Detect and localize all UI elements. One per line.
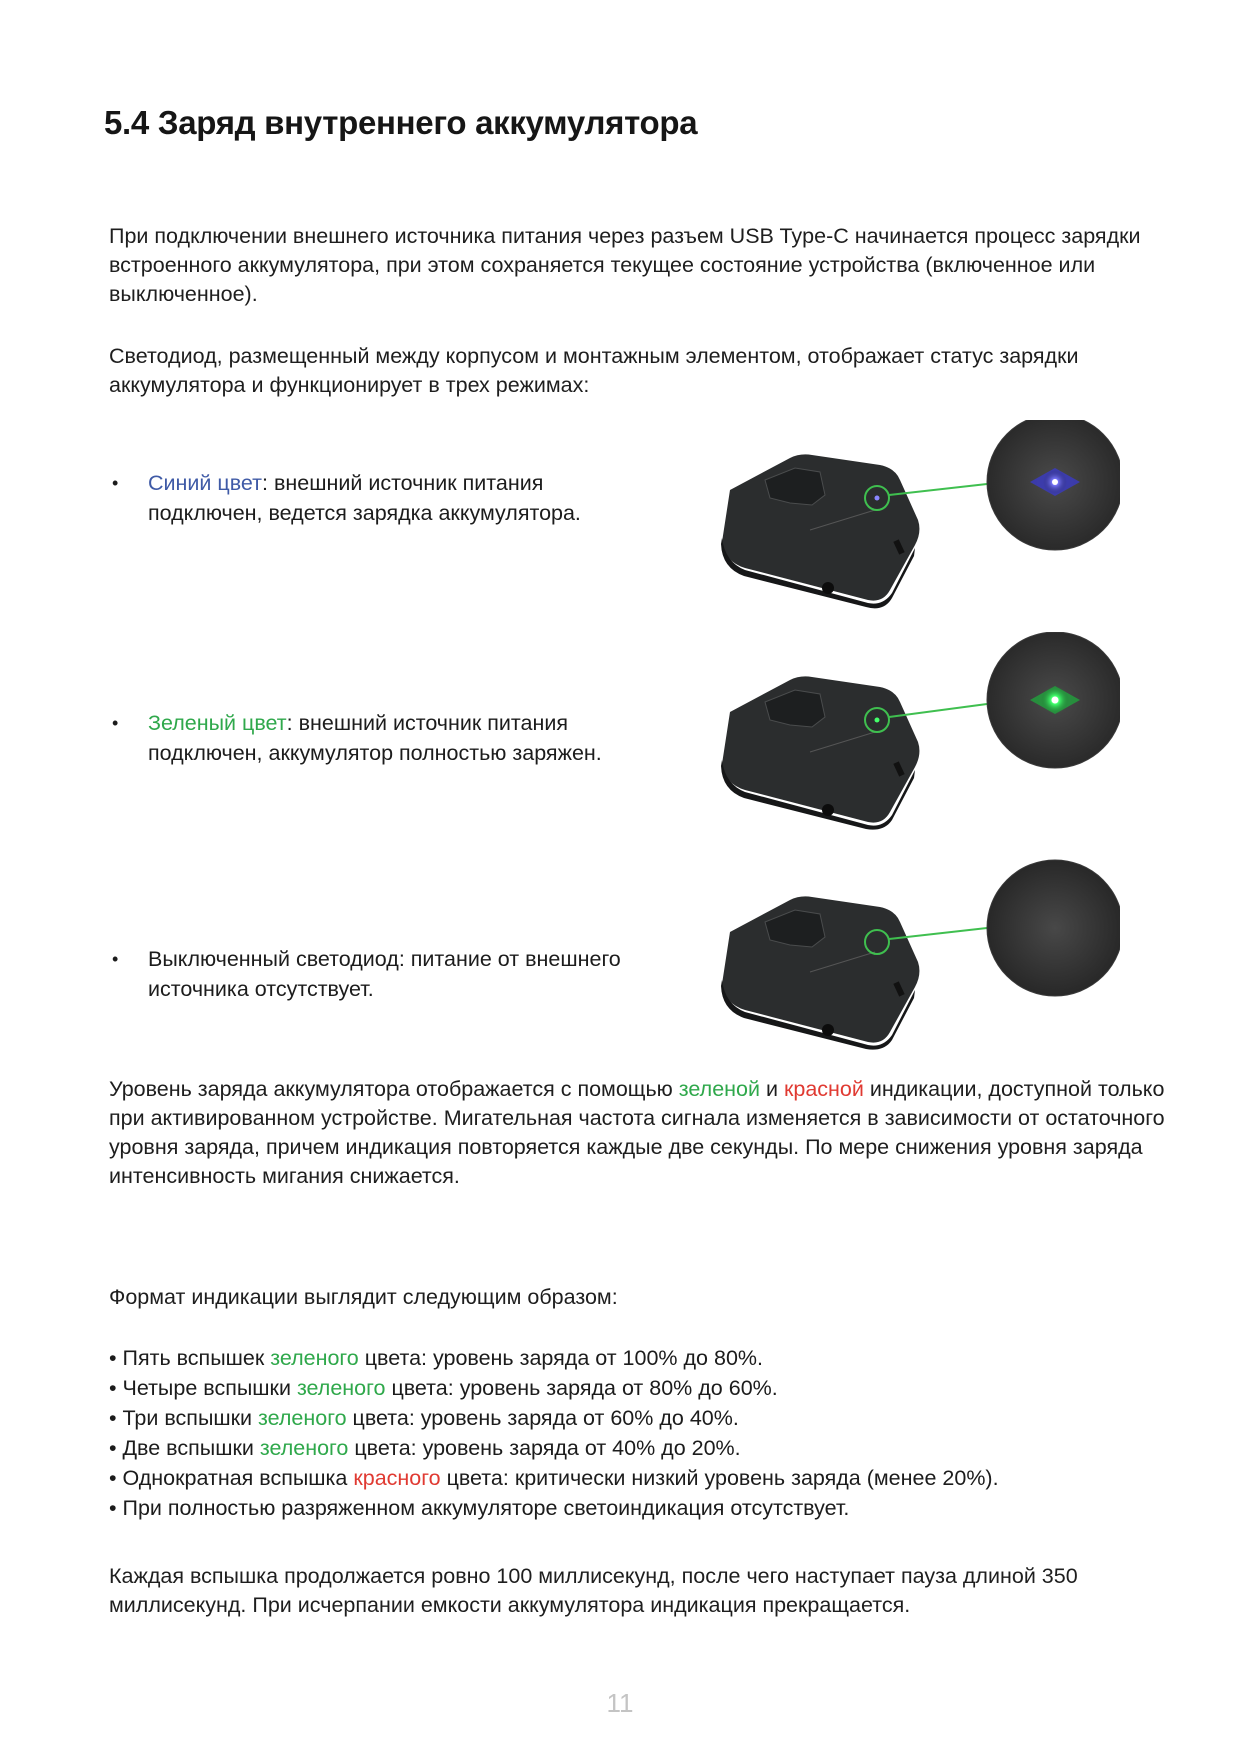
led-mode-off [112,944,632,1004]
format-intro: Формат индикации выглядит следующим образом: [109,1285,618,1309]
device-body [721,454,919,608]
bullet: • [112,713,119,733]
charge-level-paragraph: Уровень заряда аккумулятора отображается с помощью зеленой и красной индикации, доступной только при активированном устройстве. Мигательная частота сигнала изменяется в зависимости от остаточного уровня заряда, причем индикация повторяется каждые две секунды. По мере снижения уровня заряда интенсивность мигания снижается. [109,1077,1165,1188]
intro-paragraph-led-modes: Светодиод, размещенный между корпусом и монтажным элементом, отображает статус зарядки аккумулятора и функционирует в трех режимах: [109,344,1079,397]
device-blue-led-photo [700,420,1120,620]
green-word: зеленой [678,1077,760,1101]
led-dot-blue [875,496,880,501]
device-body [721,676,919,829]
device-illustration [700,850,1120,1050]
list-item: • Однократная вспышка красного цвета: критически низкий уровень заряда (менее 20%). [109,1466,999,1490]
led-dot-green [875,718,880,723]
page-title: 5.4 Заряд внутреннего аккумулятора [104,104,698,141]
led-mode-blue [112,468,632,528]
device-illustration [700,420,1120,620]
bullet: • [112,473,119,493]
timing-paragraph: Каждая вспышка продолжается ровно 100 миллисекунд, после чего наступает пауза длиной 350 миллисекунд. При исчерпании емкости аккумулятора индикация прекращается. [109,1564,1078,1617]
bullet: • [112,949,119,969]
list-item: • При полностью разряженном аккумуляторе светоиндикация отсутствует. [109,1496,850,1520]
device-body [721,896,919,1049]
device-green-led-photo [700,632,1120,832]
device-led-off-photo [700,850,1120,1050]
mode-description: : внешний источник питания подключен, аккумулятор полностью заряжен. [148,711,602,765]
mode-description: Выключенный светодиод: питание от внешнего источника отсутствует. [148,947,621,1001]
mode-label-green: Зеленый цвет [148,711,287,735]
list-item: • Пять вспышек зеленого цвета: уровень заряда от 100% до 80%. [109,1346,763,1370]
page-number: 11 [606,1688,634,1718]
list-item: • Четыре вспышки зеленого цвета: уровень заряда от 80% до 60%. [109,1376,778,1400]
mode-label-blue: Синий цвет [148,471,262,495]
red-word: красной [783,1077,864,1101]
flash-indication-list [109,1343,1209,1523]
device-illustration [700,632,1120,832]
list-item: • Две вспышки зеленого цвета: уровень заряда от 40% до 20%. [109,1436,741,1460]
intro-paragraph-usb-charging: При подключении внешнего источника питания через разъем USB Type-C начинается процесс зарядки встроенного аккумулятора, при этом сохраняется текущее состояние устройства (включенное или выключенное). [109,224,1141,306]
led-mode-green [112,708,632,768]
list-item: • Три вспышки зеленого цвета: уровень заряда от 60% до 40%. [109,1406,739,1430]
mode-description: : внешний источник питания подключен, ведется зарядка аккумулятора. [148,471,581,525]
